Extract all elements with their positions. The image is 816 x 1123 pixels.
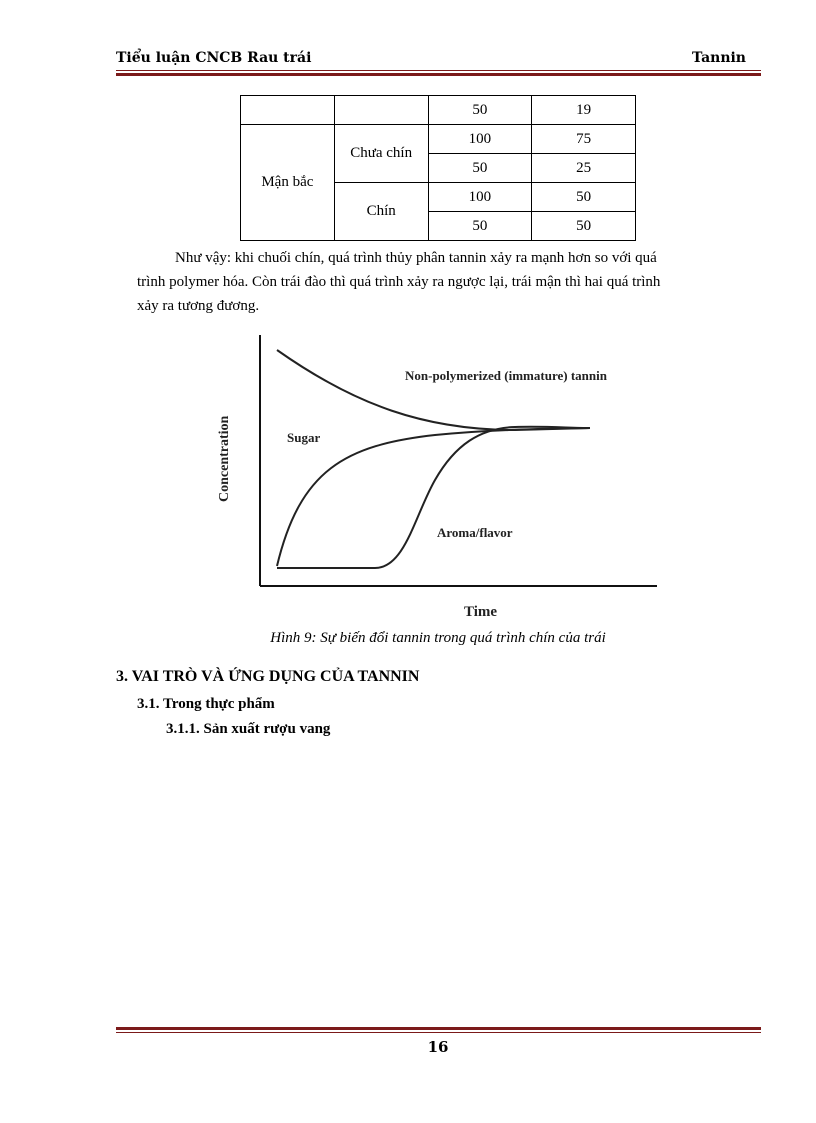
y-axis-label: Concentration xyxy=(217,415,232,502)
footer-rule-thin xyxy=(116,1032,761,1033)
subsection-heading: 3.1. Trong thực phẩm xyxy=(137,696,275,712)
data-table xyxy=(240,95,636,241)
ripening-chart xyxy=(205,330,675,629)
table-cell: 25 xyxy=(532,154,636,183)
x-axis-label: Time xyxy=(464,604,498,620)
header-rule-thick xyxy=(116,73,761,76)
header-title: Tiểu luận CNCB Rau trái xyxy=(116,50,312,66)
table-cell: 100 xyxy=(428,183,532,212)
table-cell: 50 xyxy=(532,183,636,212)
table-cell: 75 xyxy=(532,125,636,154)
page-number: 16 xyxy=(427,1038,449,1056)
table-cell-stage: Chín xyxy=(334,183,428,241)
table-cell: 50 xyxy=(532,212,636,241)
table-cell-fruit: Mận bắc xyxy=(241,125,335,241)
table-cell: 50 xyxy=(428,154,532,183)
table-cell: 50 xyxy=(428,96,532,125)
paragraph-line: Như vậy: khi chuối chín, quá trình thủy phân tannin xảy ra mạnh hơn so với quá xyxy=(175,250,657,266)
series-line-tannin xyxy=(277,350,590,430)
figure-caption: Hình 9: Sự biến đổi tannin trong quá trình chín của trái xyxy=(270,630,606,646)
table-cell xyxy=(334,96,428,125)
body-paragraph xyxy=(137,246,761,318)
paragraph-line: xảy ra tương đương. xyxy=(137,298,260,314)
table-cell-stage: Chưa chín xyxy=(334,125,428,183)
table-row xyxy=(241,96,636,125)
header-topic: Tannin xyxy=(691,50,746,66)
header-rule-thin xyxy=(116,70,761,71)
label-tannin: Non-polymerized (immature) tannin xyxy=(405,368,607,383)
series-line-sugar xyxy=(277,428,590,566)
table-cell: 19 xyxy=(532,96,636,125)
label-aroma: Aroma/flavor xyxy=(437,525,513,540)
series-line-aroma xyxy=(277,427,590,568)
table-cell xyxy=(241,96,335,125)
table-cell: 100 xyxy=(428,125,532,154)
footer-rule-thick xyxy=(116,1027,761,1030)
label-sugar: Sugar xyxy=(287,430,321,445)
table-row xyxy=(241,125,636,154)
subsubsection-heading: 3.1.1. Sản xuất rượu vang xyxy=(166,721,331,737)
paragraph-line: trình polymer hóa. Còn trái đào thì quá trình xảy ra ngược lại, trái mận thì hai quá trình xyxy=(137,274,661,290)
chart-svg xyxy=(205,330,675,625)
section-heading: 3. VAI TRÒ VÀ ỨNG DỤNG CỦA TANNIN xyxy=(116,668,420,685)
table-cell: 50 xyxy=(428,212,532,241)
